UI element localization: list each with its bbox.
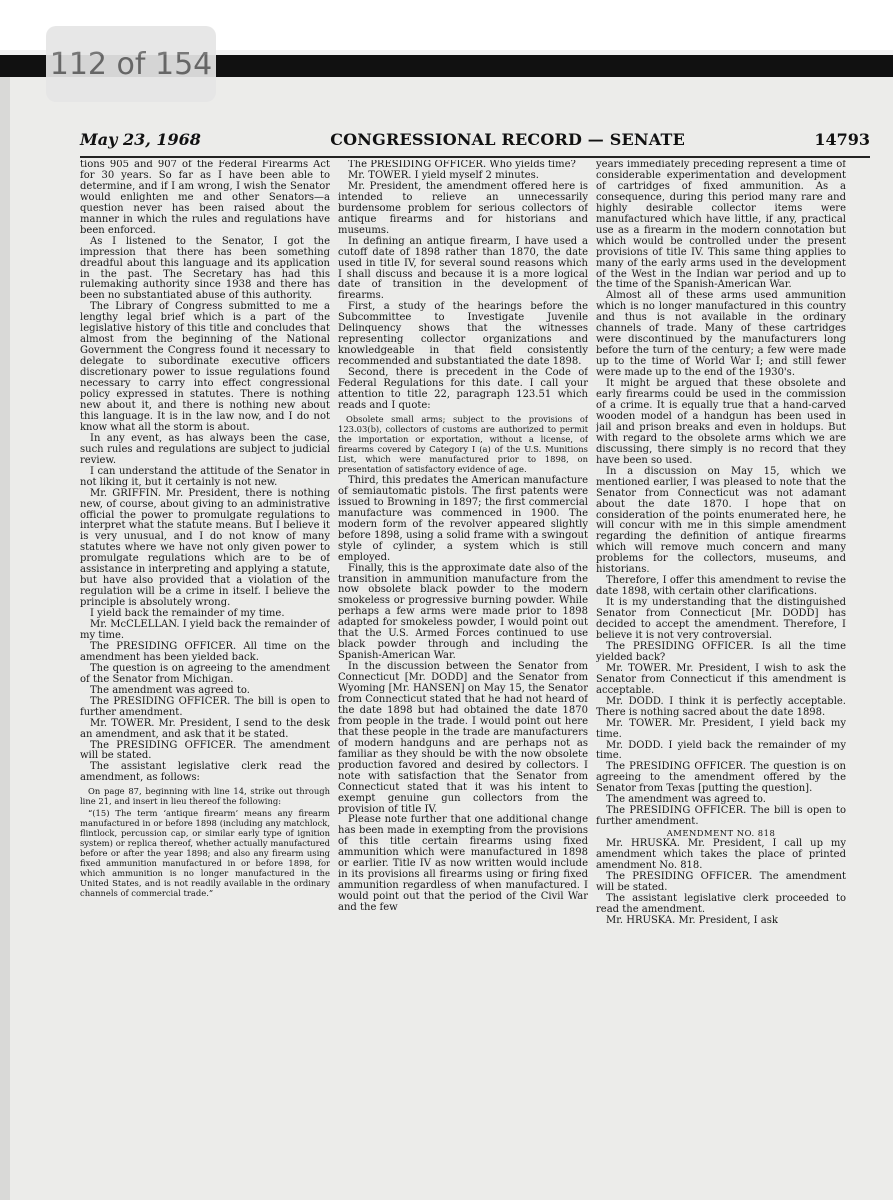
paragraph: In a discussion on May 15, which we mentioned earlier, I was pleased to note that the Senator from Connecticut was not adamant about the date 1870. I hope that on consideration of the points enumerated here, he will concur with me in this simple amendment regarding the definition of antique firearms which will remove much concern and many problems for the collectors, museums, and historians.: [596, 465, 846, 576]
text-column-3: [596, 160, 846, 1200]
header-title: CONGRESSIONAL RECORD — SENATE: [330, 130, 685, 149]
header-date: May 23, 1968: [80, 130, 201, 149]
paragraph: Mr. DODD. I think it is perfectly acceptable. There is nothing sacred about the date 1898.: [596, 695, 846, 718]
paragraph: In defining an antique firearm, I have used a cutoff date of 1898 rather than 1870, the date used in title IV, for several sound reasons which I shall discuss and because it is a more logical date of transition in the development of firearms.: [338, 235, 588, 302]
paragraph: tions 905 and 907 of the Federal Firearms Act for 30 years. So far as I have been able to determine, and if I am wrong, I wish the Senator would enlighten me and other Senators—a question never has been raised about the manner in which the rules and regulations have been enforced.: [80, 160, 330, 236]
paragraph: The PRESIDING OFFICER. Who yields time?: [348, 160, 576, 170]
paragraph: It might be argued that these obsolete and early firearms could be used in the commission of a crime. It is equally true that a hand-carved wooden model of a handgun has been used in jail and prison breaks and even in holdups. But with regard to the obsolete arms which we are discussing, there simply is no record that they have been so used.: [596, 378, 846, 466]
paragraph: The PRESIDING OFFICER. The bill is open to further amendment.: [596, 805, 846, 828]
paragraph: Mr. DODD. I yield back the remainder of my time.: [596, 739, 846, 762]
paragraph: The question is on agreeing to the amendment of the Senator from Michigan.: [80, 662, 330, 685]
paragraph: Mr. HRUSKA. Mr. President, I ask: [606, 914, 778, 926]
paragraph: Almost all of these arms used ammunition which is no longer manufactured in this country and thus is not available in the ordinary channels of trade. Many of these cartridges were discontinued by the manufacturers long before the turn of the century; a few were made up to the time of World War I; and still fewer were made up to the end of the 1930's.: [596, 290, 846, 379]
paragraph: It is my understanding that the distinguished Senator from Connecticut [Mr. DODD] has decided to accept the amendment. Therefore, I believe it is not very controversial.: [596, 597, 846, 641]
paragraph: Second, there is precedent in the Code of Federal Regulations for this date. I call your attention to title 22, paragraph 123.51 which reads and I quote:: [338, 367, 588, 411]
paragraph: I yield back the remainder of my time.: [90, 608, 285, 620]
paragraph: The amendment was agreed to.: [606, 794, 766, 806]
paragraph: The PRESIDING OFFICER. The amendment will be stated.: [80, 739, 330, 762]
paragraph: years immediately preceding represent a time of considerable experimentation and development of cartridges of fixed ammunition. As a consequence, during this period many rare and highly desirable collector items were manufactured which have little, if any, practical use as a firearm in the modern connotation but which would be controlled under the present provisions of title IV. This same thing applies to many of the early arms used in the development of the West in the Indian war period and up to the time of the Spanish-American War.: [596, 160, 846, 291]
paragraph: The PRESIDING OFFICER. The bill is open to further amendment.: [80, 695, 330, 718]
page-header: [80, 130, 870, 152]
paragraph: Finally, this is the approximate date also of the transition in ammunition manufacture from the now obsolete black powder to the modern smokeless or progressive burning powder. While perhaps a few arms were made prior to 1898 adapted for smokeless powder, I would point out that the U.S. Armed Forces continued to use black powder through and including the Spanish-American War.: [338, 562, 588, 662]
paragraph: The PRESIDING OFFICER. The question is on agreeing to the amendment offered by the Senator from Texas [putting the question].: [596, 761, 846, 795]
paragraph: On page 87, beginning with line 14, strike out through line 21, and insert in lieu thereof the following:: [80, 786, 330, 807]
paragraph: Mr. TOWER. I yield myself 2 minutes.: [348, 169, 539, 181]
paragraph: Therefore, I offer this amendment to revise the date 1898, with certain other clarifications.: [596, 575, 846, 598]
header-page-number: 14793: [814, 130, 870, 149]
paragraph: Mr. TOWER. Mr. President, I wish to ask the Senator from Connecticut if this amendment is acceptable.: [596, 662, 846, 696]
paragraph: In any event, as has always been the case, such rules and regulations are subject to judicial review.: [80, 432, 330, 466]
paragraph: Obsolete small arms; subject to the provisions of 123.03(b), collectors of customs are authorized to permit the importation or exportation, without a license, of firearms covered by Category I (a) of the U.S. Munitions List, which were manufactured prior to 1898, on presentation of satisfactory evidence of age.: [338, 413, 588, 474]
paragraph: The Library of Congress submitted to me a lengthy legal brief which is a part of the legislative history of this title and concludes that almost from the beginning of the National Government the Congress found it necessary to delegate to subordinate executive officers discretionary power to issue regulations found necessary to carry into effect congressional policy expressed in statutes. There is nothing new about it, and there is nothing new about this language. It is in the law now, and I do not know what all the storm is about.: [80, 301, 330, 433]
text-column-1: [80, 160, 330, 1200]
paragraph: The amendment was agreed to.: [90, 684, 250, 696]
paragraph: First, a study of the hearings before the Subcommittee to Investigate Juvenile Delinquency shows that the witnesses representing collector organizations and knowledgeable in that field consistently recommended and substantiated the date 1898.: [338, 301, 588, 368]
paragraph: Mr. McCLELLAN. I yield back the remainder of my time.: [80, 619, 330, 641]
paragraph: Mr. President, the amendment offered here is intended to relieve an unnecessarily burdensome problem for serious collectors of antique firearms and for historians and museums.: [338, 180, 588, 236]
paragraph: The PRESIDING OFFICER. Is all the time yielded back?: [596, 640, 846, 663]
paragraph: In the discussion between the Senator from Connecticut [Mr. DODD] and the Senator from Wyoming [Mr. HANSEN] on May 15, the Senator from Connecticut stated that he had not heard of the date 1898 but had obtained the date 1870 from people in the trade. I would point out here that these people in the trade are manufacturers of modern handguns and are perhaps not as familiar as they should be with the now obsolete production favored and desired by collectors. I note with satisfaction that the Senator from Connecticut stated that it was his intent to exempt genuine gun collectors from the provision of title IV.: [338, 661, 588, 815]
section-heading: AMENDMENT NO. 818: [666, 828, 776, 839]
paragraph: Mr. GRIFFIN. Mr. President, there is nothing new, of course, about giving to an administrative official the power to promulgate regulations to interpret what the statute means. But I believe it is very unusual, and I do not know of many statutes where we have not only given power to promulgate regulations which are to be of assistance in interpreting and applying a statute, but have also provided that a violation of the regulation will be a crime in itself. I believe the principle is absolutely wrong.: [80, 487, 330, 609]
paragraph: The PRESIDING OFFICER. All time on the amendment has been yielded back.: [80, 640, 330, 663]
header-rule: [80, 156, 870, 158]
paragraph: Please note further that one additional change has been made in exempting from the provisions of this title certain firearms using fixed ammunition which were manufactured in 1898 or earlier. Title IV as now written would include in its provisions all firearms using or firing fixed ammunition regardless of when manufactured. I would point out that the period of the Civil War and the few: [338, 814, 588, 914]
paragraph: As I listened to the Senator, I got the impression that there has been something dreadful about this language and its application in the past. The Secretary has had this rulemaking authority since 1938 and there has been no substantiated abuse of this authority.: [80, 235, 330, 302]
paragraph: I can understand the attitude of the Senator in not liking it, but it certainly is not new.: [80, 465, 330, 488]
text-column-2: [338, 160, 588, 1200]
paragraph: Mr. TOWER. Mr. President, I send to the desk an amendment, and ask that it be stated.: [80, 717, 330, 740]
paragraph: The assistant legislative clerk read the amendment, as follows:: [80, 761, 330, 784]
paragraph: “(15) The term ‘antique firearm’ means any firearm manufactured in or before 1898 (including any matchlock, flintlock, percussion cap, or similar early type of ignition system) or replica thereof, whether actually manufactured before or after the year 1898; and also any firearm using fixed ammunition manufactured in or before 1898, for which ammunition is no longer manufactured in the United States, and is not readily available in the ordinary channels of commercial trade.”: [80, 808, 330, 899]
page-counter-badge: 112 of 154: [46, 26, 216, 102]
paragraph: Third, this predates the American manufacture of semiautomatic pistols. The first patents were issued to Browning in 1897; the first commercial manufacture was commenced in 1900. The modern form of the revolver appeared slightly before 1898, using a solid frame with a swingout style of cylinder, a system which is still employed.: [338, 474, 588, 563]
paragraph: Mr. HRUSKA. Mr. President, I call up my amendment which takes the place of printed amendment No. 818.: [596, 838, 846, 871]
paragraph: The assistant legislative clerk proceeded to read the amendment.: [596, 892, 846, 915]
paragraph: The PRESIDING OFFICER. The amendment will be stated.: [596, 870, 846, 893]
paragraph: Mr. TOWER. Mr. President, I yield back my time.: [596, 717, 846, 740]
